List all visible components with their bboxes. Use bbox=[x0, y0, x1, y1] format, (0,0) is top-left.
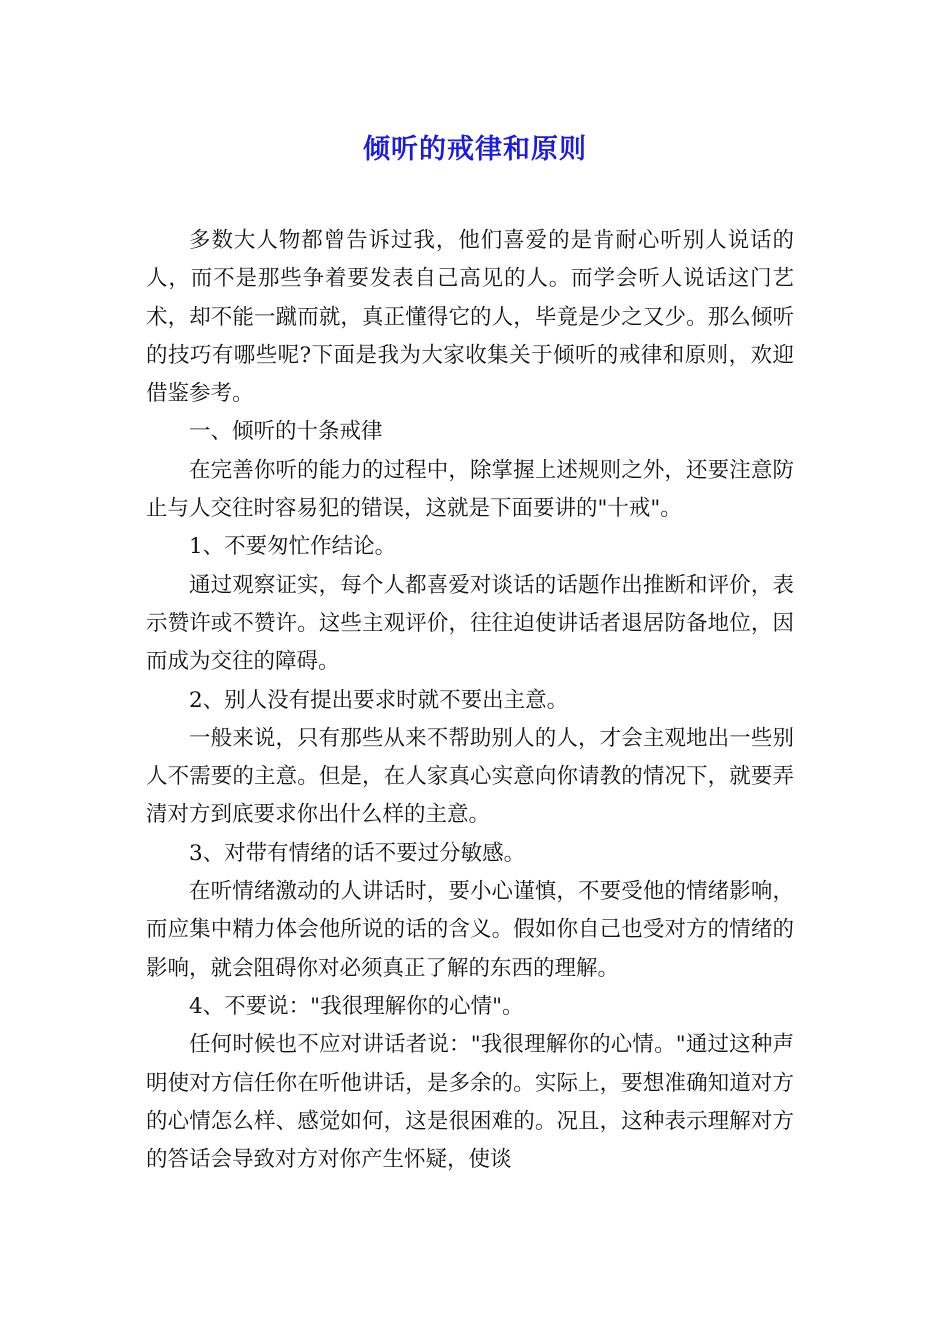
body-paragraph: 任何时候也不应对讲话者说："我很理解你的心情。"通过这种声明使对方信任你在听他讲话，是多余的。实际上，要想准确知道对方的心情怎么样、感觉如何，这是很困难的。况且，这种表示理解对方的答话会导致对方对你产生怀疑，使谈 bbox=[146, 1032, 794, 1173]
document-body bbox=[146, 222, 794, 1179]
intro-paragraph: 多数大人物都曾告诉过我，他们喜爱的是肯耐心听别人说话的人，而不是那些争着要发表自己高见的人。而学会听人说话这门艺术，却不能一蹴而就，真正懂得它的人，毕竟是少之又少。那么倾听的技巧有哪些呢?下面是我为大家收集关于倾听的戒律和原则，欢迎借鉴参考。 bbox=[146, 228, 794, 407]
body-paragraph: 在听情绪激动的人讲话时，要小心谨慎，不要受他的情绪影响，而应集中精力体会他所说的话的含义。假如你自己也受对方的情绪的影响，就会阻碍你对必须真正了解的东西的理解。 bbox=[146, 879, 794, 981]
list-item-heading: 1、不要匆忙作结论。 bbox=[189, 534, 397, 560]
list-item-heading: 3、对带有情绪的话不要过分敏感。 bbox=[189, 840, 526, 866]
page-title: 倾听的戒律和原则 bbox=[363, 134, 587, 165]
section-heading-ten-precepts: 一、倾听的十条戒律 bbox=[189, 419, 383, 445]
list-item-heading: 2、别人没有提出要求时就不要出主意。 bbox=[189, 687, 569, 713]
body-paragraph: 在完善你听的能力的过程中，除掌握上述规则之外，还要注意防止与人交往时容易犯的错误，这就是下面要讲的"十戒"。 bbox=[146, 457, 794, 522]
body-paragraph: 一般来说，只有那些从来不帮助别人的人，才会主观地出一些别人不需要的主意。但是，在人家真心实意向你请教的情况下，就要弄清对方到底要求你出什么样的主意。 bbox=[146, 725, 794, 828]
list-item-heading: 4、不要说："我很理解你的心情"。 bbox=[189, 993, 524, 1019]
body-paragraph: 通过观察证实，每个人都喜爱对谈话的话题作出推断和评价，表示赞许或不赞许。这些主观评价，往往迫使讲话者退居防备地位，因而成为交往的障碍。 bbox=[146, 572, 794, 675]
